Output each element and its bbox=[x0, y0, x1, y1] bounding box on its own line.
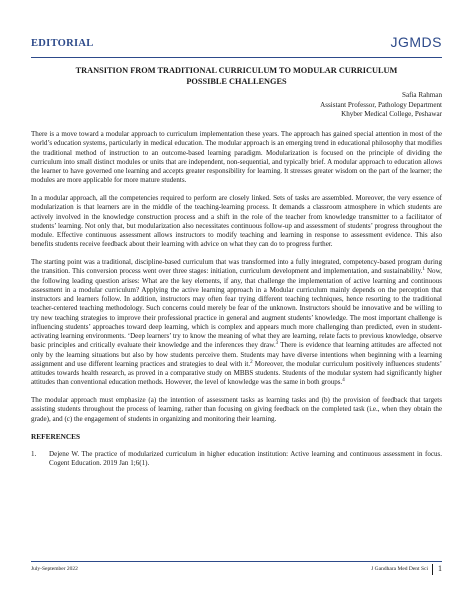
citation-marker: 2 bbox=[250, 359, 253, 365]
reference-text: Dejene W. The practice of modularized curriculum in higher education institution: Active learning and continuous assessment in focus. Cogent Education. 2019 Jan 1;6(1). bbox=[49, 449, 442, 467]
article-title bbox=[31, 65, 442, 87]
text-run: Now, the following leading question arises: What are the key elements, if any, that challenge the implementation of active learning and continuous assessment in a modular curriculum? Applying the active learning approach in a Modular curriculum mainly depends on the perception that instructors and learners follow. In addition, instructors may often fear trying different teaching techniques, hence resorting to the traditional teacher-centered teaching methodology. Such concerns could merely be fear of the unknown. Instructors should be innovative and be willing to try new teaching strategies to improve their professional practice in general and augment students’ knowledge. The most important challenge is influencing students’ approaches toward deep learning, which is complex and appears much more challenging than predicted, even in student-activating learning environments. ‘Deep learners’ try to know the meaning of what they are learning, relate facts to previous knowledge, observe basic principles and critically evaluate their knowledge and the inferences they draw. bbox=[31, 267, 442, 350]
body-paragraph: There is a move toward a modular approach to curriculum implementation these years. The approach has gained special attention in most of the world’s education systems, particularly in medical education. The modular approach is an emerging trend in educational philosophy that modifies the traditional method of instruction to an outcome-based learning paradigm. Modularization is focused on the principle of dividing the curriculum into small distinct modules or units that are independent, non-sequential, and typically brief. A modular approach to education allows the learner to have governed one learning and accepts greater responsibility for learning. It stresses greater wisdom on the part of the learner; the modules are more applicable for more mature students. bbox=[31, 130, 442, 185]
header-rule bbox=[31, 57, 442, 58]
text-run: There is evidence that learning attitudes are affected not only by the learning situations but also by how students perceive them. Students may have diverse intentions when beginning with a learning assignment and use different learning practices and strategies to deal with it. bbox=[31, 341, 442, 368]
reference-item bbox=[31, 450, 442, 469]
author-block bbox=[320, 91, 442, 120]
text-run: The starting point was a traditional, discipline-based curriculum that was transformed into a fully integrated, competency-based program during the transition. This conversion process went over three stages: initiation, curriculum development and implementation, and sustainability. bbox=[31, 258, 442, 276]
citation-marker: 1 bbox=[422, 267, 425, 273]
journal-logo: JGMDS bbox=[390, 34, 442, 50]
author-affiliation: Khyber Medical College, Peshawar bbox=[341, 110, 442, 119]
body-paragraph: The modular approach must emphasize (a) the intention of assessment tasks as learning tasks and (b) the provision of feedback that targets assisting students throughout the process of learning, rather than focusing on giving feedback on the completed task (i.e., when they obtain the grade), and (c) the engagement of students in organizing and monitoring their learning. bbox=[31, 396, 442, 423]
author-position: Assistant Professor, Pathology Department bbox=[320, 100, 442, 109]
title-line: POSSIBLE CHALLENGES bbox=[186, 77, 287, 86]
footer-issue: July-September 2022 bbox=[31, 566, 78, 572]
reference-number: 1. bbox=[31, 449, 37, 458]
article-body bbox=[31, 130, 442, 468]
footer-journal: J Gandhara Med Dent Sci bbox=[371, 566, 428, 572]
citation-marker: 3 bbox=[275, 341, 279, 347]
footer-rule bbox=[31, 561, 442, 562]
page-header bbox=[31, 34, 442, 56]
body-paragraph: In a modular approach, all the competencies required to perform are closely linked. Sets of tasks are assembled. Moreover, the very essence of modularization is that learners are in the middle of the teaching-learning process. It demands a classroom atmosphere in which students are actively involved in the knowledge construction process and a shift in the role of the teacher from knowledge transmitter to a facilitator of students’ learning. Not only that, but modularization also necessitates continuous follow-up and assessment of students’ progress throughout the module. Effective continuous assessment allows instructors to modify teaching and learning in response to assessment evidence. This also benefits students receive feedback about their learning with advice on what they can do to progress further. bbox=[31, 194, 442, 249]
page-number: 1 bbox=[438, 564, 442, 573]
references-heading: REFERENCES bbox=[31, 432, 81, 442]
body-paragraph bbox=[31, 258, 442, 388]
footer-divider bbox=[432, 564, 433, 575]
text-run: Moreover, the modular curriculum positively influences students’ attitudes towards health research, as proved in a comparative study on MBBS students. Students of the modular system had significantly higher attitudes than conventional education methods. However, the level of knowledge was the same in both groups. bbox=[31, 359, 442, 387]
citation-marker: 4 bbox=[342, 378, 345, 384]
title-line: TRANSITION FROM TRADITIONAL CURRICULUM TO MODULAR CURRICULUM bbox=[75, 66, 398, 75]
section-label: EDITORIAL bbox=[31, 38, 94, 49]
author-name: Safia Rahman bbox=[402, 91, 442, 99]
